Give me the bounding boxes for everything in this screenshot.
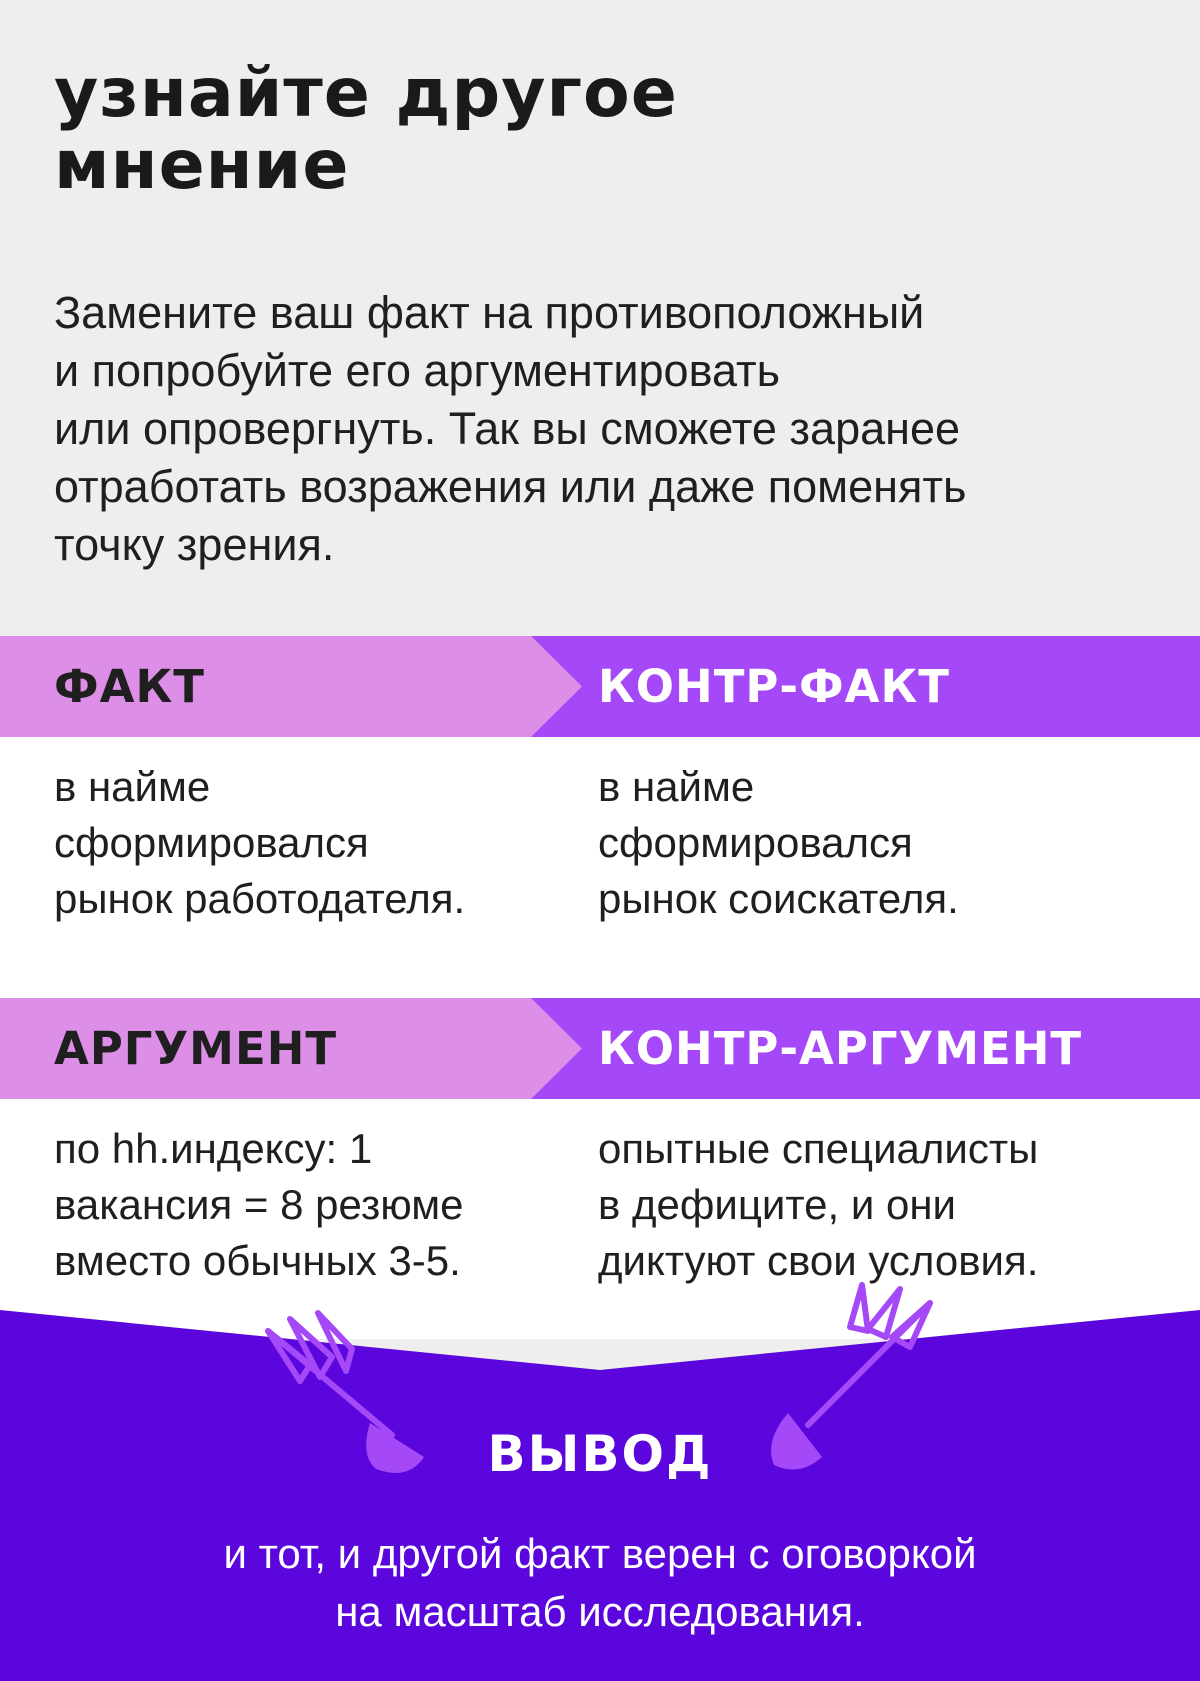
lead-line: Замените ваш факт на противоположный — [54, 287, 925, 338]
page-title-line: узнайте другое — [54, 54, 678, 133]
lead-line: точку зрения. — [54, 519, 335, 570]
conclusion-title: ВЫВОД — [487, 1425, 713, 1483]
argument-header: АРГУМЕНТ — [54, 1022, 338, 1075]
intro-section — [0, 0, 1200, 636]
counter-argument-line: опытные специалисты — [598, 1125, 1039, 1172]
argument-line: по hh.индексу: 1 — [54, 1125, 373, 1172]
counter-fact-line: в найме — [598, 763, 755, 810]
counter-fact-line: рынок соискателя. — [598, 875, 959, 922]
lead-paragraph — [54, 284, 1164, 574]
conclusion-line: и тот, и другой факт верен с оговоркой — [223, 1530, 977, 1577]
counter-fact-line: сформировался — [598, 819, 913, 866]
counter-argument-header: КОНТР-АРГУМЕНТ — [598, 1022, 1083, 1075]
conclusion-line: на масштаб исследования. — [335, 1588, 865, 1635]
fact-header: ФАКТ — [54, 660, 205, 713]
fact-text — [54, 759, 465, 927]
page-title-line: мнение — [54, 126, 350, 205]
conclusion-section — [0, 1285, 1200, 1681]
argument-line: вместо обычных 3-5. — [54, 1237, 461, 1284]
fact-row — [0, 737, 1200, 998]
counter-argument-line: в дефиците, и они — [598, 1181, 956, 1228]
lead-line: и попробуйте его аргументировать — [54, 345, 781, 396]
argument-line: вакансия = 8 резюме — [54, 1181, 464, 1228]
lead-line: отработать возражения или даже поменять — [54, 461, 967, 512]
lead-line: или опровергнуть. Так вы сможете заранее — [54, 403, 961, 454]
page-title — [54, 54, 1154, 205]
counter-argument-text — [598, 1121, 1038, 1289]
fact-line: сформировался — [54, 819, 369, 866]
fact-header-band — [0, 636, 1200, 737]
counter-argument-line: диктуют свои условия. — [598, 1237, 1039, 1284]
fact-line: в найме — [54, 763, 211, 810]
counter-fact-text — [598, 759, 959, 927]
argument-header-band — [0, 998, 1200, 1099]
conclusion-text — [0, 1525, 1200, 1641]
counter-fact-header: КОНТР-ФАКТ — [598, 660, 950, 713]
argument-text — [54, 1121, 463, 1289]
fact-line: рынок работодателя. — [54, 875, 466, 922]
